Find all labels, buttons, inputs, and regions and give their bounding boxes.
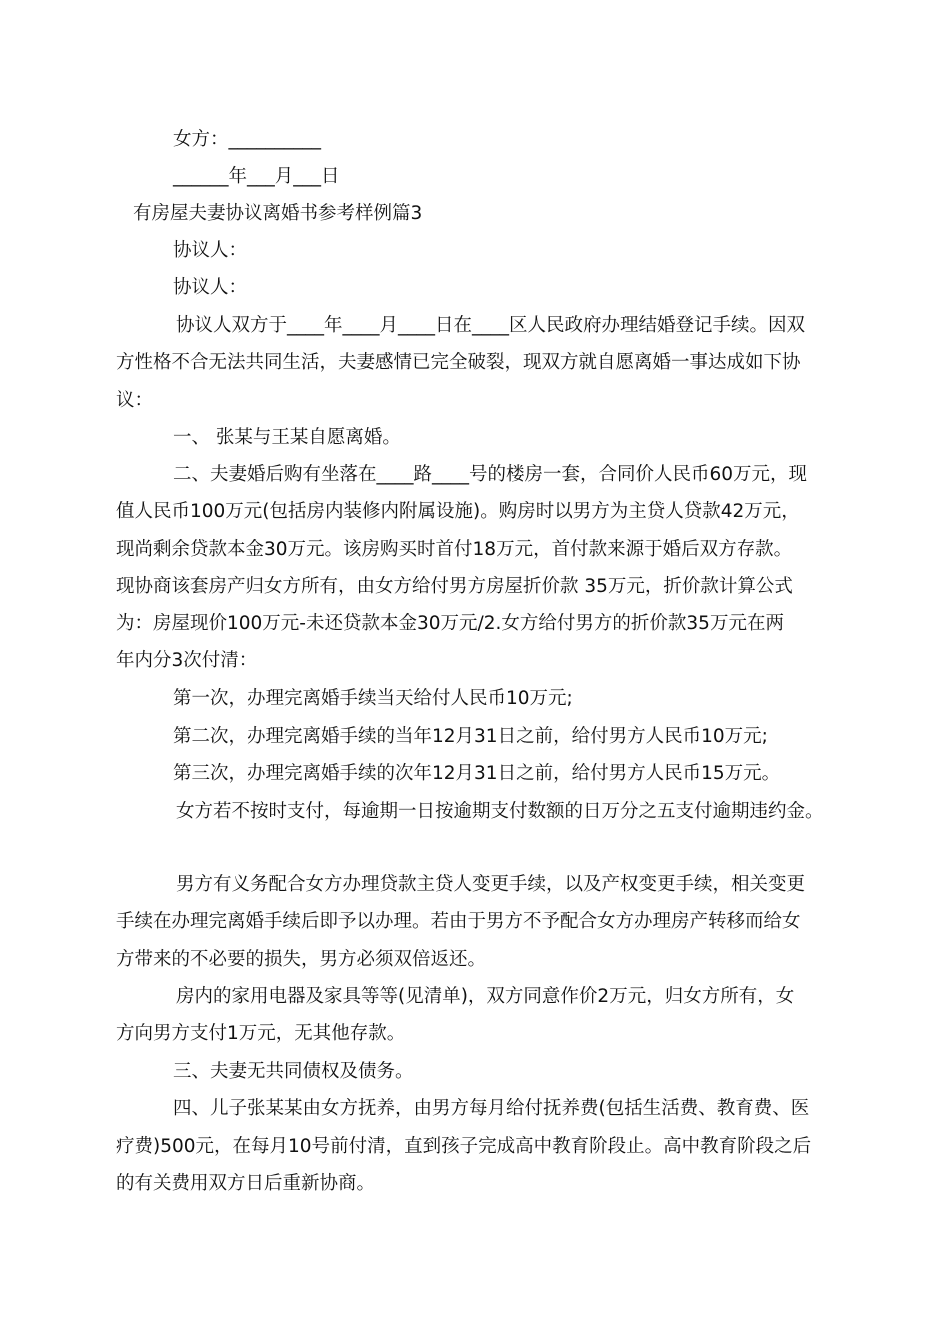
paragraph-line: 二、夫妻婚后购有坐落在____路____号的楼房一套，合同价人民币60万元，现: [173, 464, 808, 485]
payment-installment-2: 第二次，办理完离婚手续的当年12月31日之前，给付男方人民币10万元;: [173, 726, 768, 747]
paragraph-line: 现协商该套房产归女方所有，由女方给付男方房屋折价款 35万元，折价款计算公式: [116, 576, 793, 597]
paragraph-line: 方性格不合无法共同生活，夫妻感情已完全破裂，现双方就自愿离婚一事达成如下协: [116, 352, 801, 373]
paragraph-line: 现尚剩余贷款本金30万元。该房购买时首付18万元，首付款来源于婚后双方存款。: [116, 539, 793, 560]
paragraph-line: 四、儿子张某某由女方抚养，由男方每月给付抚养费(包括生活费、教育费、医: [173, 1098, 810, 1119]
date-line: ______年___月___日: [173, 166, 340, 187]
payment-installment-3: 第三次，办理完离婚手续的次年12月31日之前，给付男方人民币15万元。: [173, 763, 781, 784]
paragraph-line: 男方有义务配合女方办理贷款主贷人变更手续，以及产权变更手续，相关变更: [176, 874, 806, 895]
paragraph-line: 议：: [116, 390, 154, 411]
paragraph-line: 的有关费用双方日后重新协商。: [116, 1173, 376, 1194]
penalty-clause: 女方若不按时支付，每逾期一日按逾期支付数额的日万分之五支付逾期违约金。: [176, 801, 824, 822]
paragraph-line: 协议人双方于____年____月____日在____区人民政府办理结婚登记手续。因双: [176, 315, 806, 336]
paragraph-line: 疗费)500元，在每月10号前付清，直到孩子完成高中教育阶段止。高中教育阶段之后: [116, 1136, 812, 1157]
paragraph-line: 值人民币100万元(包括房内装修内附属设施)。购房时以男方为主贷人贷款42万元，: [116, 501, 800, 522]
paragraph-line: 房内的家用电器及家具等等(见清单)，双方同意作价2万元，归女方所有，女: [176, 986, 795, 1007]
paragraph-line: 方向男方支付1万元，无其他存款。: [116, 1023, 406, 1044]
party-line-2: 协议人：: [173, 277, 248, 298]
clause-one: 一、 张某与王某自愿离婚。: [173, 427, 401, 448]
paragraph-line: 手续在办理完离婚手续后即予以办理。若由于男方不予配合女方办理房产转移而给女: [116, 911, 801, 932]
clause-three: 三、夫妻无共同债权及债务。: [173, 1061, 414, 1082]
party-line-1: 协议人：: [173, 240, 248, 261]
payment-installment-1: 第一次，办理完离婚手续当天给付人民币10万元;: [173, 688, 573, 709]
paragraph-line: 年内分3次付清：: [116, 650, 258, 671]
section-heading: 有房屋夫妻协议离婚书参考样例篇3: [133, 203, 423, 224]
female-party-signature-line: 女方：__________: [173, 129, 322, 150]
paragraph-line: 为：房屋现价100万元-未还贷款本金30万元/2.女方给付男方的折价款35万元在两: [116, 613, 784, 634]
paragraph-line: 方带来的不必要的损失，男方必须双倍返还。: [116, 949, 487, 970]
